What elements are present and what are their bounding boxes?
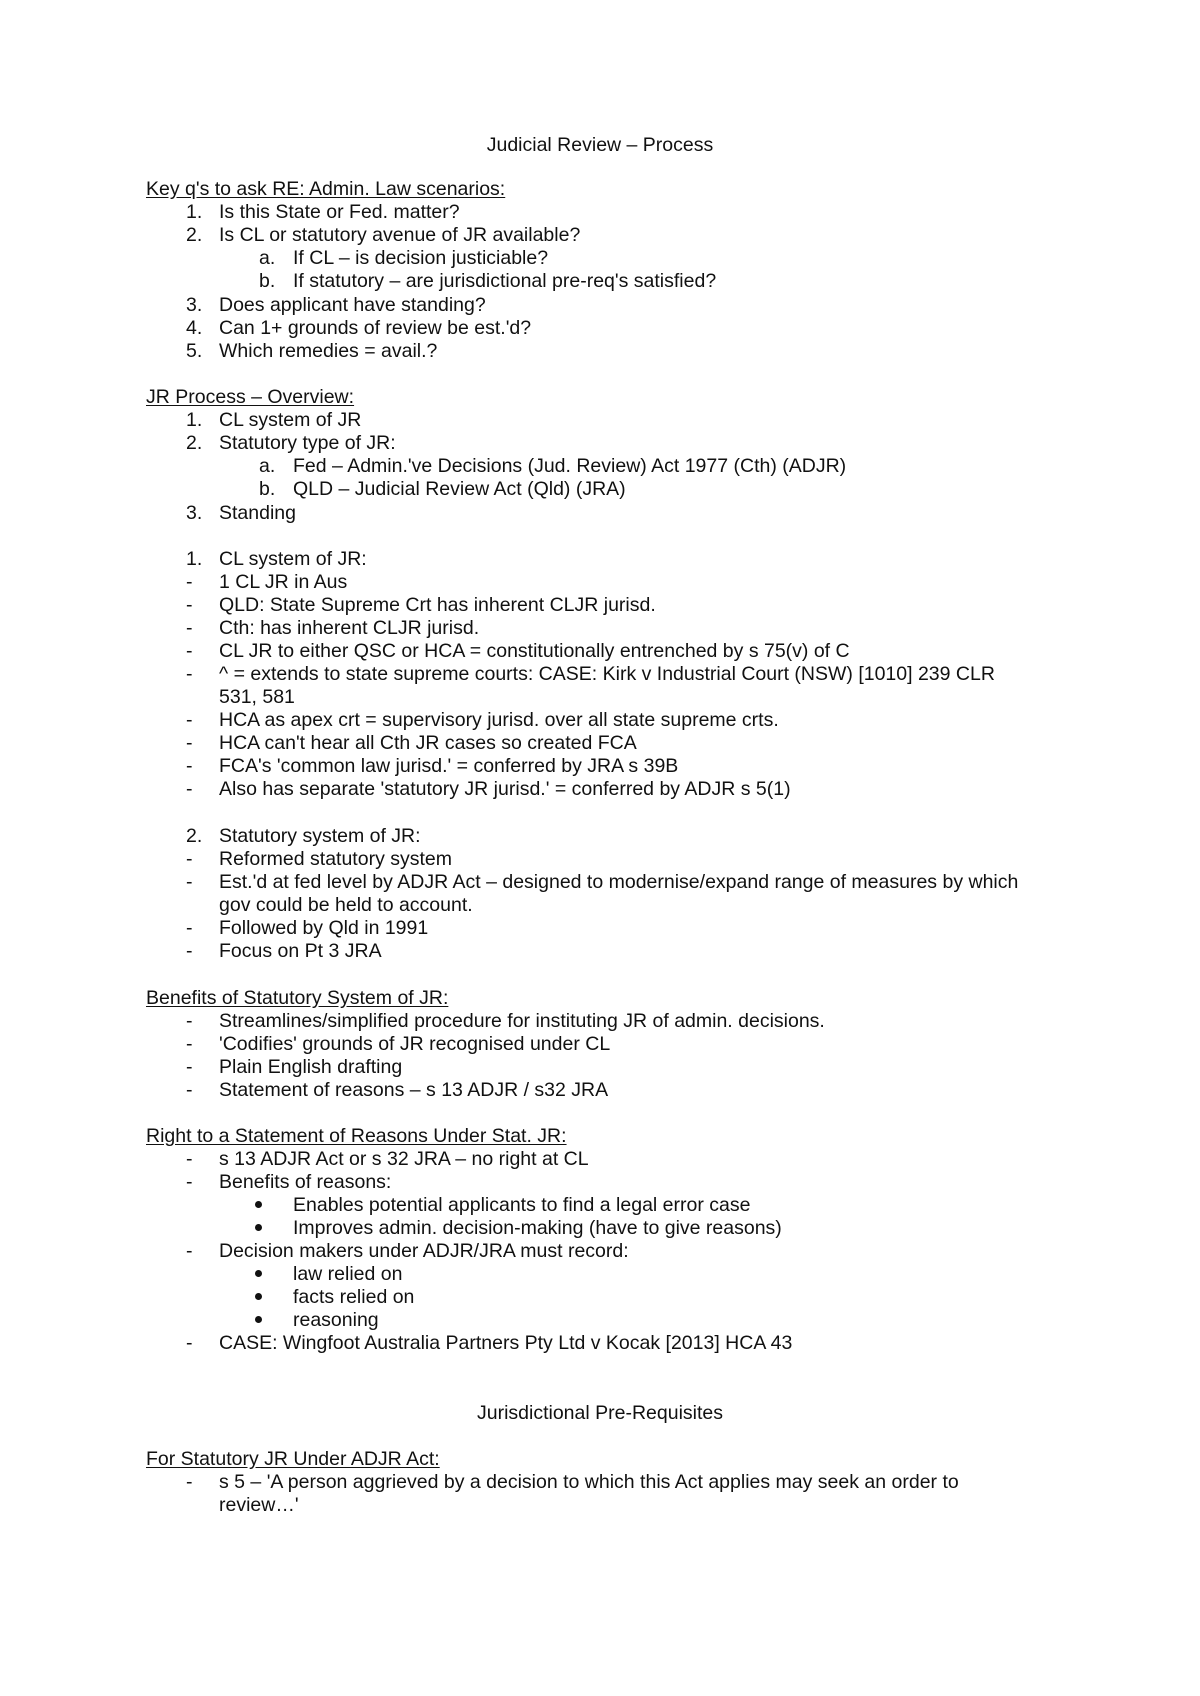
list-marker: 1.: [186, 409, 203, 431]
dash-marker: -: [186, 617, 193, 639]
list-marker: 2.: [186, 224, 203, 246]
dash-marker: -: [186, 1010, 193, 1032]
dash-marker: -: [186, 755, 193, 777]
dash-marker: -: [186, 940, 193, 962]
list-item: Statutory type of JR:: [219, 432, 396, 454]
list-item: Decision makers under ADJR/JRA must record:: [219, 1240, 629, 1262]
dash-marker: -: [186, 663, 193, 685]
list-item: CL system of JR: [219, 409, 362, 431]
list-item: FCA's 'common law jurisd.' = conferred by JRA s 39B: [219, 755, 679, 777]
list-item-continued: 531, 581: [219, 686, 295, 708]
bullet-icon: [255, 1293, 262, 1300]
list-item: QLD: State Supreme Crt has inherent CLJR jurisd.: [219, 594, 656, 616]
list-item: Streamlines/simplified procedure for instituting JR of admin. decisions.: [219, 1010, 825, 1032]
list-item: Cth: has inherent CLJR jurisd.: [219, 617, 480, 639]
benefits-heading: Benefits of Statutory System of JR:: [146, 987, 449, 1009]
dash-marker: -: [186, 1332, 193, 1354]
sub-list-item: reasoning: [293, 1309, 379, 1331]
section-number: 1.: [186, 548, 203, 570]
dash-marker: -: [186, 871, 193, 893]
list-item: Is this State or Fed. matter?: [219, 201, 460, 223]
list-item: Benefits of reasons:: [219, 1171, 392, 1193]
dash-marker: -: [186, 778, 193, 800]
dash-marker: -: [186, 1471, 193, 1493]
list-marker: b.: [259, 270, 276, 292]
list-marker: a.: [259, 247, 276, 269]
overview-heading: JR Process – Overview:: [146, 386, 355, 408]
list-item: s 5 – 'A person aggrieved by a decision to which this Act applies may seek an order to: [219, 1471, 959, 1493]
section-number: 2.: [186, 825, 203, 847]
reasons-heading: Right to a Statement of Reasons Under Stat. JR:: [146, 1125, 567, 1147]
adjr-heading: For Statutory JR Under ADJR Act:: [146, 1448, 440, 1470]
dash-marker: -: [186, 1240, 193, 1262]
dash-marker: -: [186, 709, 193, 731]
list-item: HCA as apex crt = supervisory jurisd. over all state supreme crts.: [219, 709, 779, 731]
list-item: Statement of reasons – s 13 ADJR / s32 JRA: [219, 1079, 609, 1101]
key-questions-heading: Key q's to ask RE: Admin. Law scenarios:: [146, 178, 506, 200]
list-item: s 13 ADJR Act or s 32 JRA – no right at CL: [219, 1148, 589, 1170]
sub-list-item: facts relied on: [293, 1286, 415, 1308]
list-marker: 5.: [186, 340, 203, 362]
dash-marker: -: [186, 594, 193, 616]
dash-marker: -: [186, 917, 193, 939]
cl-system-heading: CL system of JR:: [219, 548, 367, 570]
list-item: ^ = extends to state supreme courts: CASE: Kirk v Industrial Court (NSW) [1010] 239 CLR: [219, 663, 995, 685]
sub-list-item: Enables potential applicants to find a legal error case: [293, 1194, 751, 1216]
list-item: Est.'d at fed level by ADJR Act – designed to modernise/expand range of measures by which: [219, 871, 1019, 893]
list-item: Does applicant have standing?: [219, 294, 486, 316]
dash-marker: -: [186, 848, 193, 870]
dash-marker: -: [186, 1148, 193, 1170]
list-item: QLD – Judicial Review Act (Qld) (JRA): [293, 478, 626, 500]
bullet-icon: [255, 1316, 262, 1323]
list-item: Can 1+ grounds of review be est.'d?: [219, 317, 532, 339]
dash-marker: -: [186, 732, 193, 754]
list-item: Plain English drafting: [219, 1056, 403, 1078]
dash-marker: -: [186, 640, 193, 662]
list-item: Standing: [219, 502, 296, 524]
list-item: Which remedies = avail.?: [219, 340, 438, 362]
dash-marker: -: [186, 1079, 193, 1101]
list-marker: 2.: [186, 432, 203, 454]
sub-list-item: Improves admin. decision-making (have to give reasons): [293, 1217, 782, 1239]
list-item: 'Codifies' grounds of JR recognised under CL: [219, 1033, 611, 1055]
dash-marker: -: [186, 1033, 193, 1055]
list-item-continued: gov could be held to account.: [219, 894, 473, 916]
list-item: CL JR to either QSC or HCA = constitutionally entrenched by s 75(v) of C: [219, 640, 850, 662]
list-marker: b.: [259, 478, 276, 500]
list-item: Is CL or statutory avenue of JR available?: [219, 224, 581, 246]
list-marker: 1.: [186, 201, 203, 223]
list-item: Also has separate 'statutory JR jurisd.' = conferred by ADJR s 5(1): [219, 778, 791, 800]
bullet-icon: [255, 1270, 262, 1277]
dash-marker: -: [186, 1171, 193, 1193]
section-title: Jurisdictional Pre-Requisites: [476, 1402, 724, 1424]
list-item: Reformed statutory system: [219, 848, 452, 870]
list-item: Fed – Admin.'ve Decisions (Jud. Review) Act 1977 (Cth) (ADJR): [293, 455, 847, 477]
list-item: Focus on Pt 3 JRA: [219, 940, 382, 962]
sub-list-item: law relied on: [293, 1263, 403, 1285]
list-item: Followed by Qld in 1991: [219, 917, 429, 939]
bullet-icon: [255, 1224, 262, 1231]
list-item: 1 CL JR in Aus: [219, 571, 348, 593]
dash-marker: -: [186, 571, 193, 593]
page-title: Judicial Review – Process: [486, 134, 714, 156]
dash-marker: -: [186, 1056, 193, 1078]
list-item: HCA can't hear all Cth JR cases so created FCA: [219, 732, 637, 754]
list-marker: a.: [259, 455, 276, 477]
list-item: CASE: Wingfoot Australia Partners Pty Ltd v Kocak [2013] HCA 43: [219, 1332, 793, 1354]
list-item: If CL – is decision justiciable?: [293, 247, 549, 269]
list-marker: 3.: [186, 294, 203, 316]
list-item: If statutory – are jurisdictional pre-req's satisfied?: [293, 270, 717, 292]
stat-system-heading: Statutory system of JR:: [219, 825, 421, 847]
list-marker: 4.: [186, 317, 203, 339]
list-item-continued: review…': [219, 1494, 299, 1516]
list-marker: 3.: [186, 502, 203, 524]
bullet-icon: [255, 1201, 262, 1208]
